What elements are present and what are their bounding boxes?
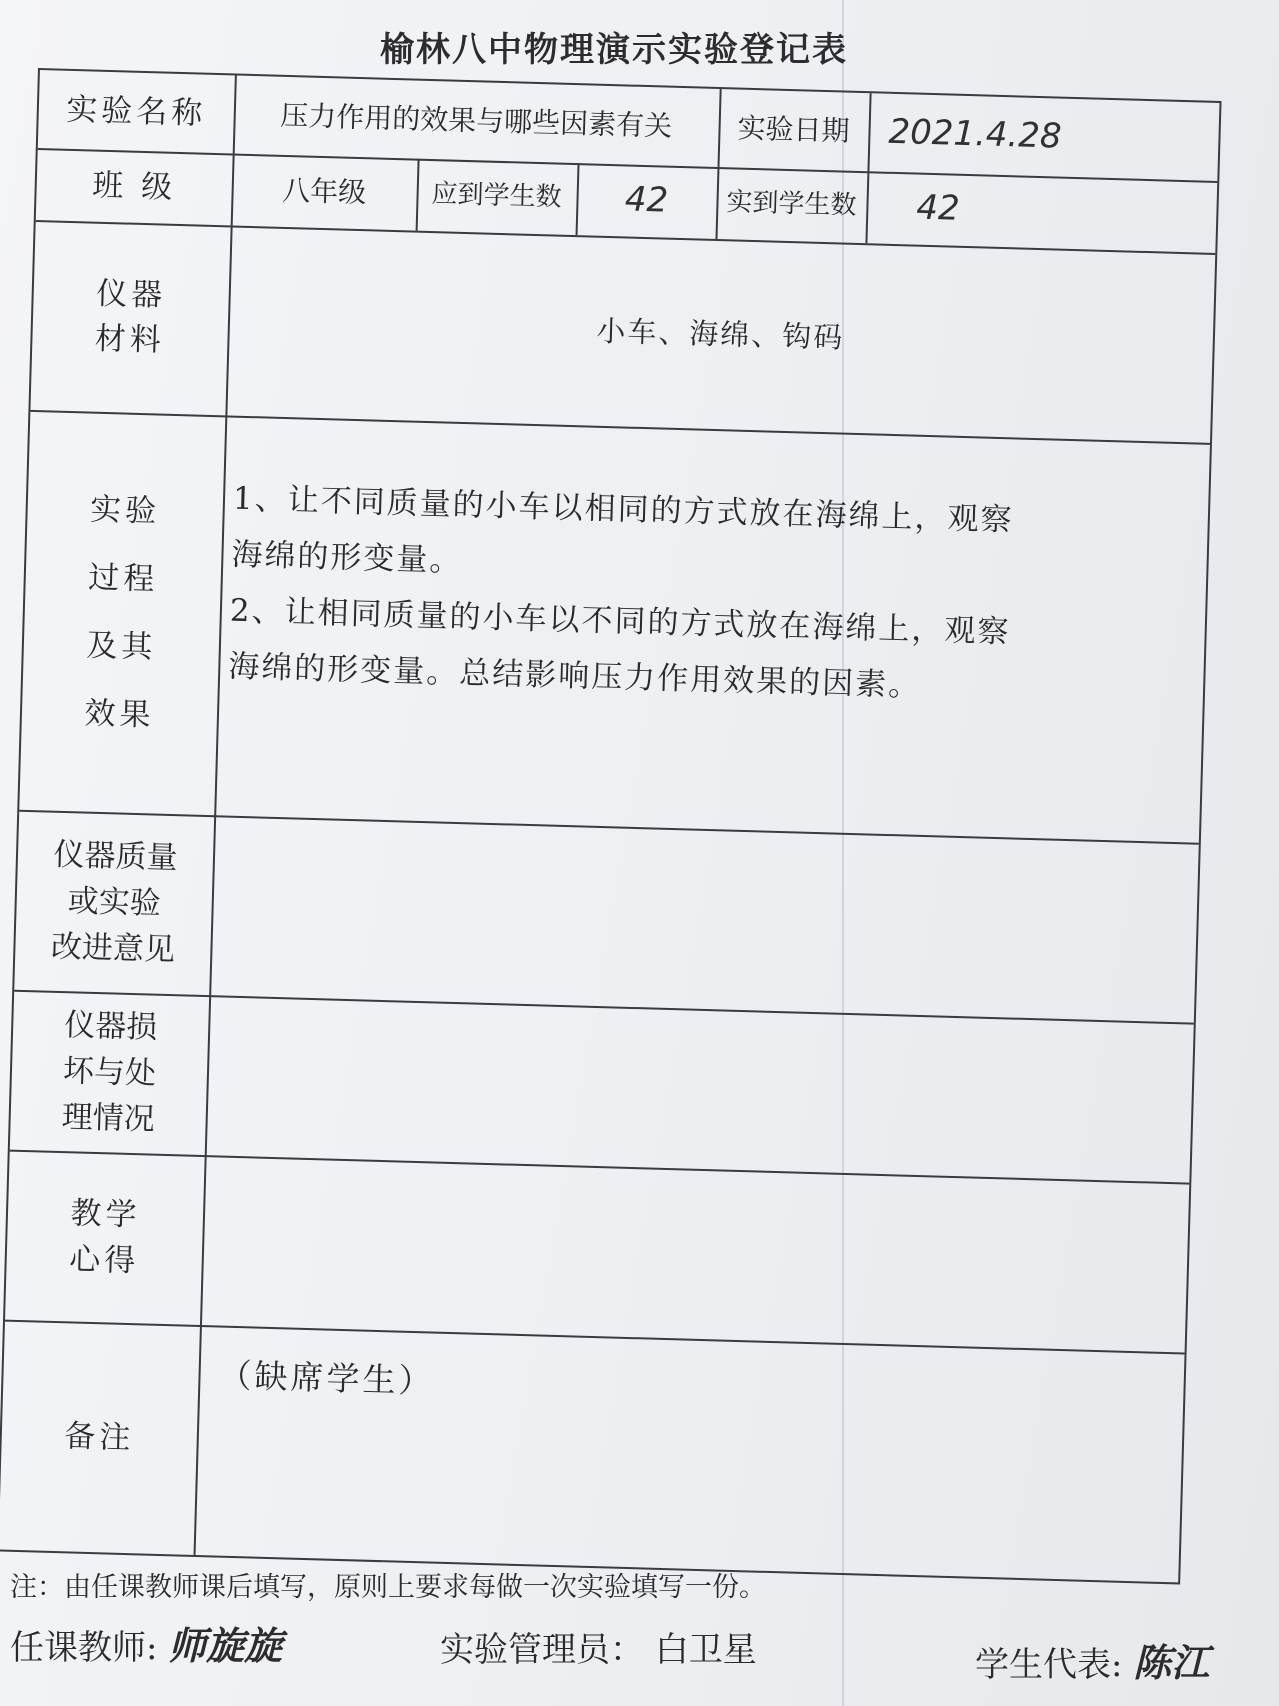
quality-label: [14, 810, 214, 995]
quality-label-line: 仪器质量: [53, 836, 178, 877]
student-rep-block: [975, 1632, 1209, 1687]
admin-name: 白卫星: [654, 1630, 757, 1670]
process-line: 2、让相同质量的小车以不同的方式放在海绵上，观察: [229, 592, 1011, 651]
class-label: 班 级: [91, 167, 177, 206]
admin-block: [440, 1622, 757, 1671]
student-rep-label: 学生代表:: [975, 1645, 1123, 1685]
damage-label-line: 仪器损: [63, 1007, 158, 1046]
admin-label: 实验管理员：: [440, 1630, 644, 1670]
experiment-name-label: 实验名称: [65, 91, 207, 132]
remarks-label: 备注: [63, 1417, 135, 1456]
equipment-label-line: 仪器: [95, 275, 167, 314]
class-value: 八年级: [281, 173, 367, 209]
teacher-label: 任课教师:: [10, 1628, 158, 1668]
actual-students-label: 实到学生数: [726, 187, 857, 222]
reflection-label-line: 心得: [68, 1241, 140, 1280]
equipment-value: 小车、海绵、钩码: [595, 313, 845, 355]
reflection-label: [5, 1150, 205, 1325]
reflection-label-line: 教学: [70, 1195, 142, 1234]
quality-label-line: 或实验: [67, 883, 162, 922]
process-label-line: 效果: [83, 695, 155, 734]
experiment-date-label: 实验日期: [737, 111, 851, 148]
teacher-signature: 师旋旋: [168, 1624, 283, 1668]
footnote: 注：由任课教师课后填写，原则上要求每做一次实验填写一份。: [10, 1572, 766, 1603]
damage-label-line: 坏与处: [62, 1053, 157, 1092]
actual-students-value: 42: [915, 187, 961, 230]
process-line: 海绵的形变量。总结影响压力作用效果的因素。: [227, 648, 922, 704]
equipment-label-line: 材料: [94, 320, 166, 359]
teacher-signature-block: [10, 1615, 282, 1670]
student-rep-signature: 陈江: [1133, 1641, 1210, 1685]
damage-label-line: 理情况: [61, 1099, 156, 1138]
process-label-line: 及其: [85, 627, 157, 666]
damage-label: [10, 990, 209, 1155]
equipment-label: [30, 220, 230, 415]
expected-students-label: 应到学生数: [431, 179, 562, 213]
remarks-value: （缺席学生）: [218, 1355, 436, 1401]
process-line: 海绵的形变量。: [230, 536, 463, 580]
process-line: 1、让不同质量的小车以相同的方式放在海绵上，观察: [232, 480, 1014, 539]
process-label-line: 过程: [87, 559, 159, 598]
expected-students-value: 42: [624, 179, 669, 221]
process-label: [19, 410, 225, 815]
experiment-name-value: 压力作用的效果与哪些因素有关: [279, 98, 673, 143]
document-title: 榆林八中物理演示实验登记表: [380, 30, 848, 70]
quality-label-line: 改进意见: [50, 928, 176, 969]
process-label-line: 实验: [89, 491, 161, 530]
registration-table: [0, 68, 1222, 1584]
process-description: [228, 471, 1199, 722]
experiment-date-value: 2021.4.28: [887, 112, 1063, 157]
